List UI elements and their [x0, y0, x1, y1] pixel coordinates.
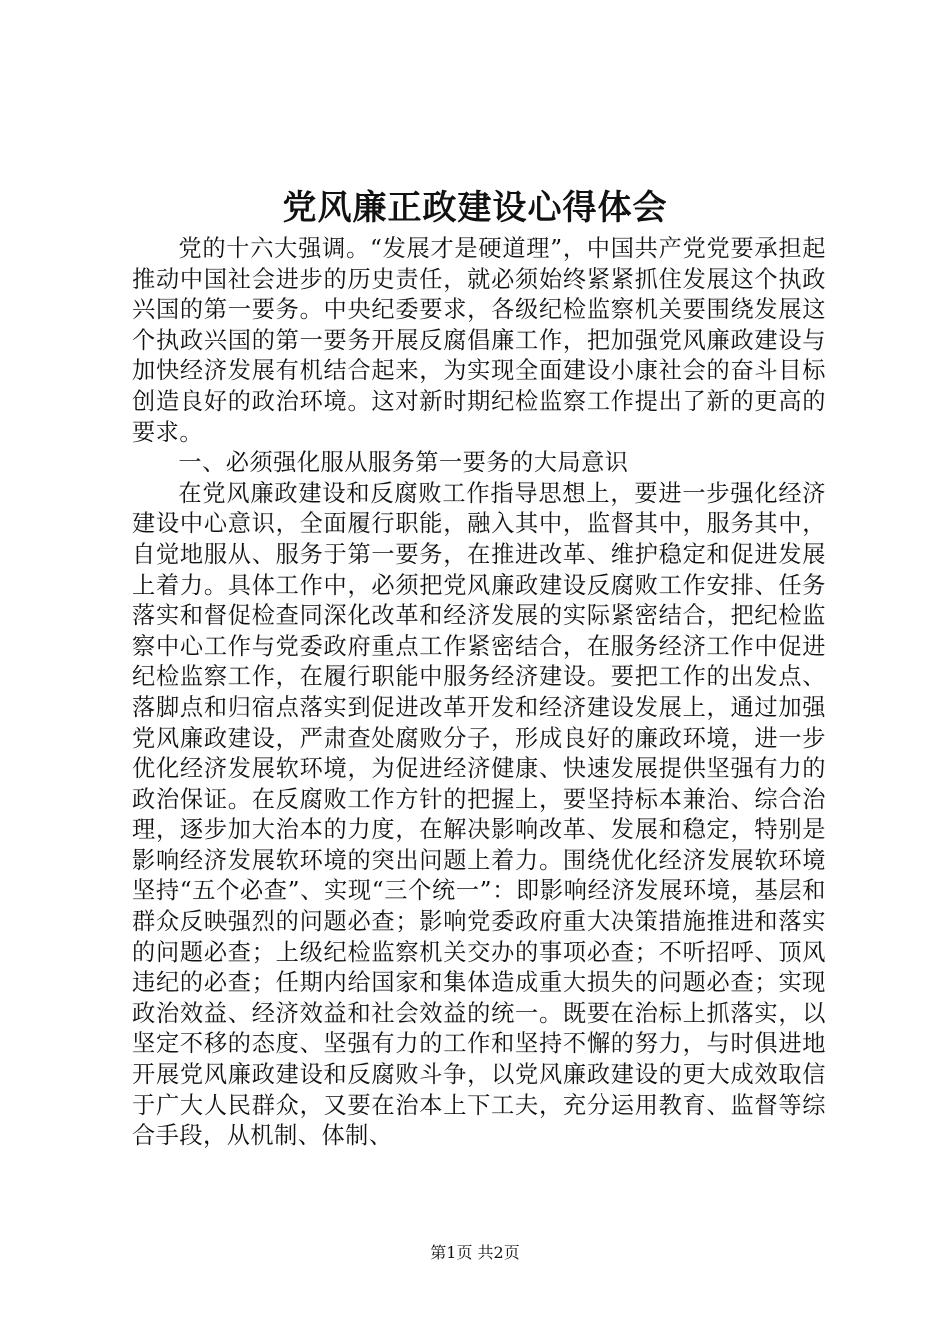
- document-title: 党风廉正政建设心得体会: [282, 188, 668, 228]
- document-body: [132, 234, 826, 1152]
- paragraph-intro: 党的十六大强调。“发展才是硬道理”，中国共产党党要承担起推动中国社会进步的历史责任，就必须始终紧紧抓住发展这个执政兴国的第一要务。中央纪委要求，各级纪检监察机关要围绕发展这个执政兴国的第一要务开展反腐倡廉工作，把加强党风廉政建设与加快经济发展有机结合起来，为实现全面建设小康社会的奋斗目标创造良好的政治环境。这对新时期纪检监察工作提出了新的更高的要求。: [132, 235, 826, 446]
- paragraph-body: 在党风廉政建设和反腐败工作指导思想上，要进一步强化经济建设中心意识，全面履行职能，融入其中，监督其中，服务其中，自觉地服从、服务于第一要务，在推进改革、维护稳定和促进发展上着力。具体工作中，必须把党风廉政建设反腐败工作安排、任务落实和督促检查同深化改革和经济发展的实际紧密结合，把纪检监察中心工作与党委政府重点工作紧密结合，在服务经济工作中促进纪检监察工作，在履行职能中服务经济建设。要把工作的出发点、落脚点和归宿点落实到促进改革开发和经济建设发展上，通过加强党风廉政建设，严肃查处腐败分子，形成良好的廉政环境，进一步优化经济发展软环境，为促进经济健康、快速发展提供坚强有力的政治保证。在反腐败工作方针的把握上，要坚持标本兼治、综合治理，逐步加大治本的力度，在解决影响改革、发展和稳定，特别是影响经济发展软环境的突出问题上着力。围绕优化经济发展软环境坚持“五个必查”、实现“三个统一”：即影响经济发展环境，基层和群众反映强烈的问题必查；影响党委政府重大决策措施推进和落实的问题必查；上级纪检监察机关交办的事项必查；不听招呼、顶风违纪的必查；任期内给国家和集体造成重大损失的问题必查；实现政治效益、经济效益和社会效益的统一。既要在治标上抓落实，以坚定不移的态度、坚强有力的工作和坚持不懈的努力，与时俱进地开展党风廉政建设和反腐败斗争，以党风廉政建设的更大成效取信于广大人民群众，又要在治本上下工夫，充分运用教育、监督等综合手段，从机制、体制、: [132, 479, 826, 1150]
- page-footer: 第1页 共2页: [430, 1243, 520, 1262]
- section-heading: 一、必须强化服从服务第一要务的大局意识: [178, 449, 629, 477]
